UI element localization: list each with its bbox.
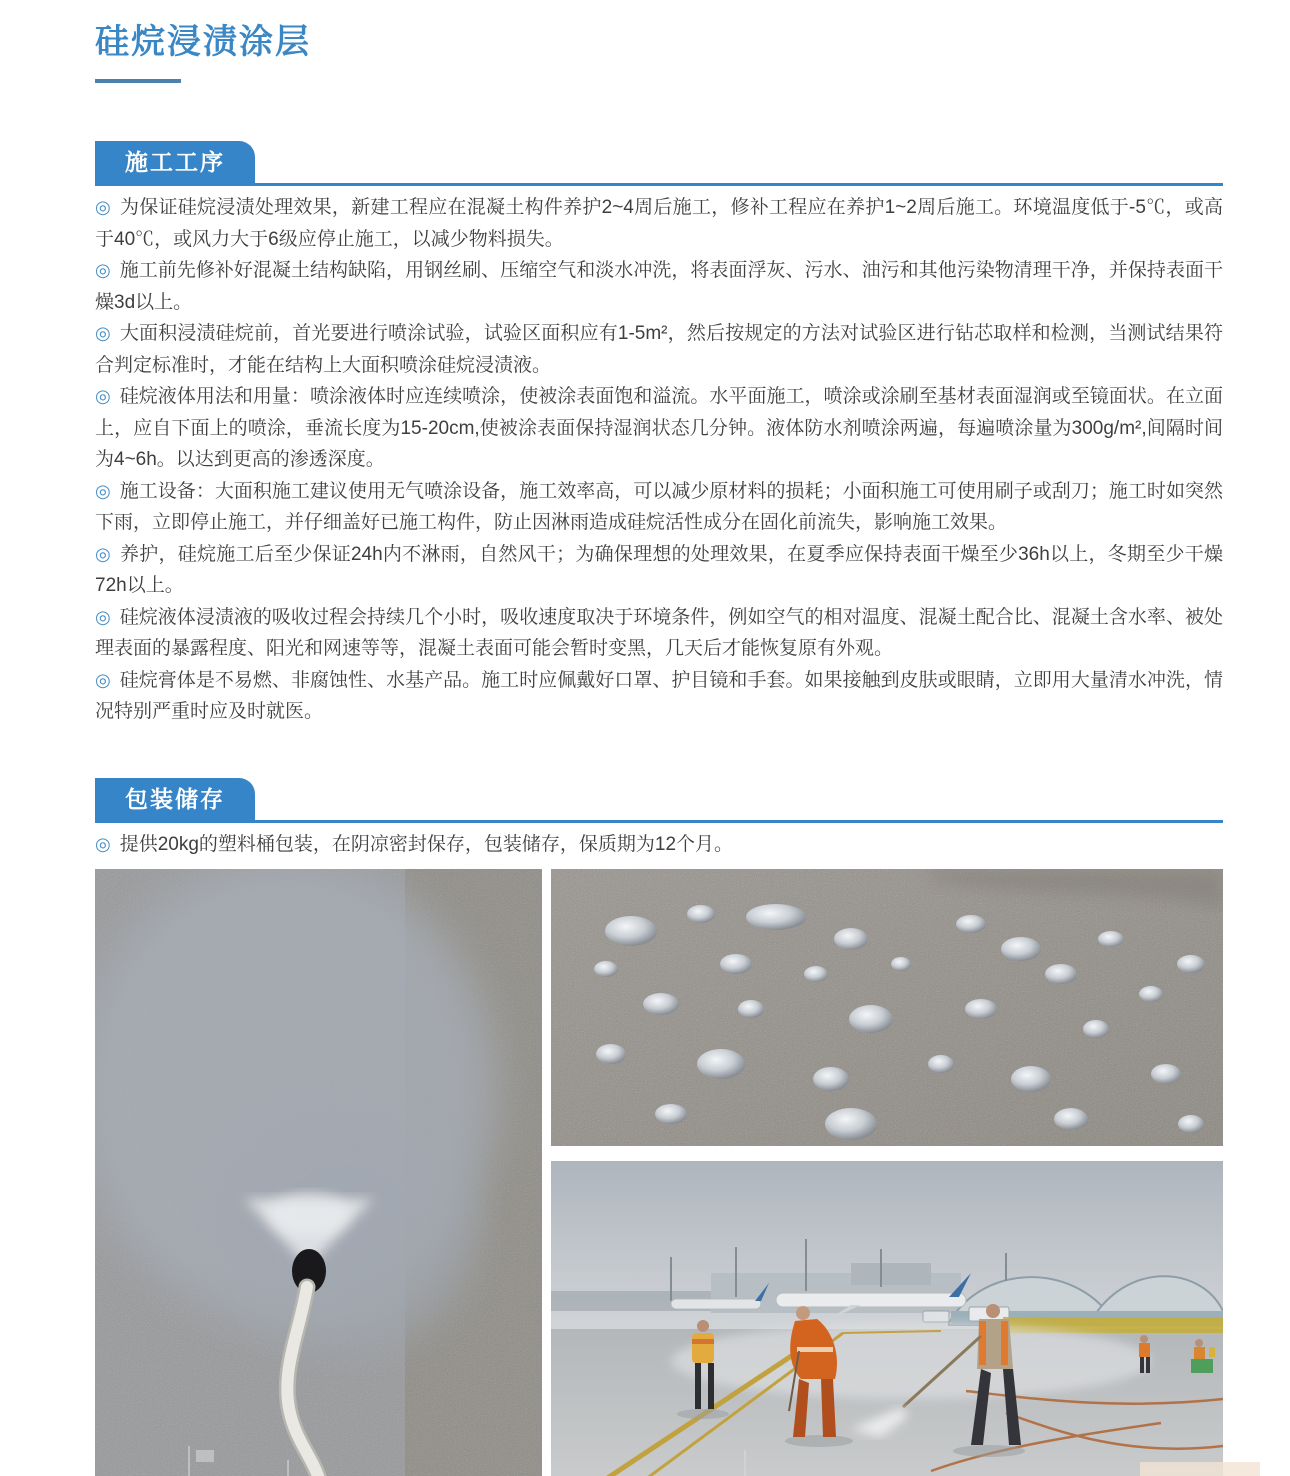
bullet-icon: ◎ <box>95 197 111 217</box>
bullet-item <box>95 829 1223 861</box>
bullet-item <box>95 192 1223 255</box>
bullet-icon: ◎ <box>95 480 111 501</box>
bullet-icon: ◎ <box>95 543 111 564</box>
page-bottom-artifact <box>1140 1462 1260 1476</box>
bullet-item <box>95 476 1223 539</box>
bullet-text: 硅烷液体浸渍液的吸收过程会持续几个小时，吸收速度取决于环境条件，例如空气的相对温度、混凝土配合比、混凝土含水率、被处理表面的暴露程度、阳光和网速等等，混凝土表面可能会暂时变黑，几天后才能恢复原有外观。 <box>95 606 1223 659</box>
bullet-text: 硅烷液体用法和用量：喷涂液体时应连续喷涂，使被涂表面饱和溢流。水平面施工，喷涂或涂刷至基材表面湿润或至镜面状。在立面上，应自下面上的喷涂，垂流长度为15-20cm,使被涂表面保持湿润状态几分钟。液体防水剂喷涂两遍，每遍喷涂量为300g/m²,间隔时间为4~6h。以达到更高的渗透深度。 <box>95 386 1223 470</box>
bullet-item <box>95 665 1223 728</box>
section-heading-label: 施工工序 <box>95 141 255 183</box>
bullet-text: 硅烷膏体是不易燃、非腐蚀性、水基产品。施工时应佩戴好口罩、护目镜和手套。如果接触到皮肤或眼睛，立即用大量清水冲洗，情况特别严重时应及时就医。 <box>95 669 1223 722</box>
bullet-icon: ◎ <box>95 833 111 854</box>
section-header-packaging-storage <box>95 778 1223 823</box>
bullet-item <box>95 318 1223 381</box>
page-bottom-artifact <box>196 1450 214 1462</box>
bullet-text: 大面积浸渍硅烷前，首光要进行喷涂试验，试验区面积应有1-5m²，然后按规定的方法对试验区进行钻芯取样和检测，当测试结果符合判定标准时，才能在结构上大面积喷涂硅烷浸渍液。 <box>95 323 1223 376</box>
photo-silane-spray-on-concrete-wall <box>95 869 542 1476</box>
page-title: 硅烷浸渍涂层 <box>95 23 311 61</box>
bullet-icon: ◎ <box>95 669 111 690</box>
section-heading-label: 包装储存 <box>95 778 255 820</box>
bullet-icon: ◎ <box>95 260 111 280</box>
bullet-item <box>95 381 1223 476</box>
bullet-text: 为保证硅烷浸渍处理效果，新建工程应在混凝土构件养护2~4周后施工，修补工程应在养护1~2周后施工。环境温度低于-5℃，或高于40℃，或风力大于6级应停止施工，以减少物料损失。 <box>95 197 1223 250</box>
title-underline <box>95 79 181 83</box>
photo-water-beading-on-treated-concrete <box>551 869 1223 1146</box>
bullet-item <box>95 539 1223 602</box>
photo-right-column <box>551 869 1223 1476</box>
packaging-storage-bullets <box>95 829 1223 861</box>
page-bottom-artifact <box>188 1446 190 1476</box>
bullet-icon: ◎ <box>95 386 111 406</box>
construction-procedure-bullets <box>95 192 1223 728</box>
bullet-text: 施工设备：大面积施工建议使用无气喷涂设备，施工效率高，可以减少原材料的损耗；小面积施工可使用刷子或刮刀；施工时如突然下雨，立即停止施工，并仔细盖好已施工构件，防止因淋雨造成硅烷活性成分在固化前流失，影响施工效果。 <box>95 480 1223 533</box>
page-bottom-artifact <box>287 1460 289 1476</box>
bullet-item <box>95 255 1223 318</box>
bullet-text: 施工前先修补好混凝土结构缺陷，用钢丝刷、压缩空气和淡水冲洗，将表面浮灰、污水、油污和其他污染物清理干净，并保持表面干燥3d以上。 <box>95 260 1223 313</box>
photo-airport-apron-spraying-workers <box>551 1161 1223 1476</box>
bullet-icon: ◎ <box>95 323 111 343</box>
page-bottom-artifact <box>744 1450 746 1476</box>
photo-gallery <box>95 869 1223 1476</box>
page-content <box>95 0 1223 1476</box>
bullet-text: 提供20kg的塑料桶包装，在阴凉密封保存，包装储存，保质期为12个月。 <box>119 833 734 855</box>
bullet-item <box>95 602 1223 665</box>
bullet-text: 养护，硅烷施工后至少保证24h内不淋雨，自然风干；为确保理想的处理效果，在夏季应保持表面干燥至少36h以上，冬期至少干燥72h以上。 <box>95 543 1224 596</box>
section-header-construction-procedure <box>95 141 1223 186</box>
bullet-icon: ◎ <box>95 606 111 627</box>
